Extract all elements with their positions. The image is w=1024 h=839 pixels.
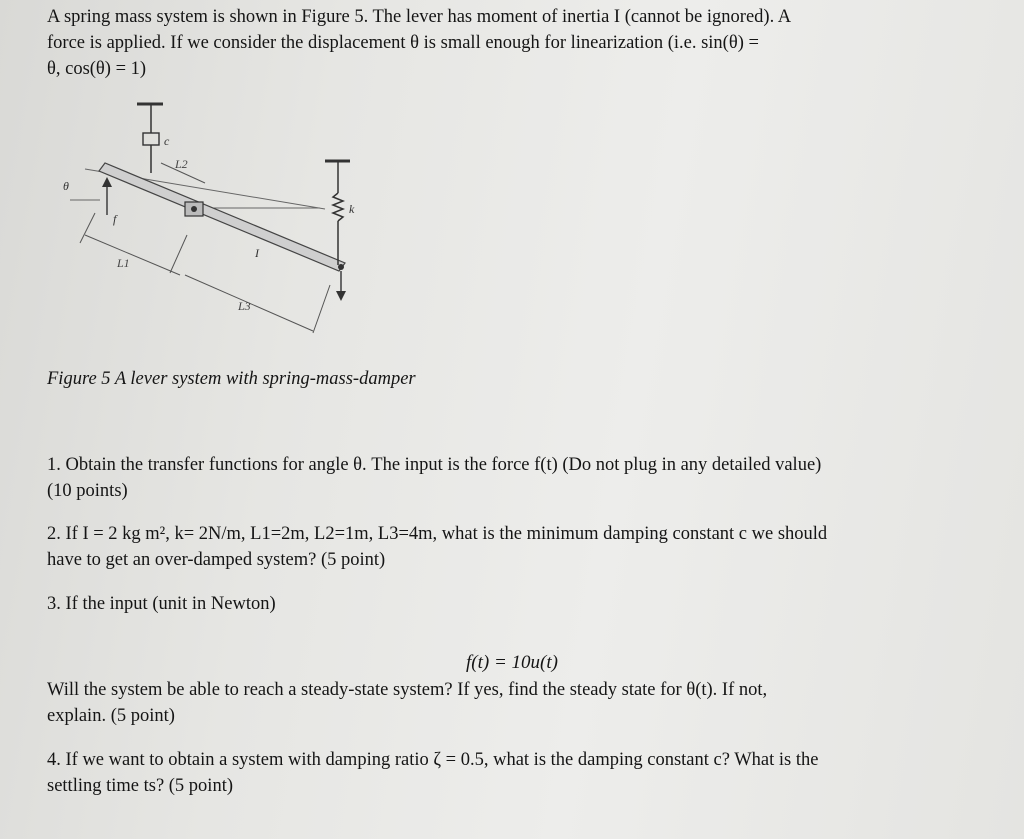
figure-caption: Figure 5 A lever system with spring-mass-damper (47, 369, 416, 389)
label-i: I (255, 246, 259, 260)
question-4-line-2: settling time ts? (5 point) (47, 776, 234, 796)
damper-body (143, 133, 159, 145)
label-l2: L2 (175, 157, 188, 171)
question-1-line-2: (10 points) (47, 481, 128, 501)
force-arrow-head (102, 177, 112, 187)
question-3-line-1: 3. If the input (unit in Newton) (47, 594, 276, 614)
l1-dimension-line (85, 235, 180, 275)
question-2-line-1: 2. If I = 2 kg m², k= 2N/m, L1=2m, L2=1m, L3=4m, what is the minimum damping constant c we should (47, 524, 828, 544)
question-2-line-2: have to get an over-damped system? (5 point) (47, 550, 386, 570)
label-c: c (164, 134, 170, 148)
intro-line-2: force is applied. If we consider the displacement θ is small enough for linearization (i.e. sin(θ) = (47, 33, 759, 53)
question-4-line-1: 4. If we want to obtain a system with damping ratio ζ = 0.5, what is the damping constant c? What is the (47, 750, 819, 770)
question-3-line-2: Will the system be able to reach a steady-state system? If yes, find the steady state for θ(t). If not, (47, 680, 768, 700)
output-arrow-head (336, 291, 346, 301)
label-theta: θ (63, 179, 69, 193)
l1-tick-right (170, 235, 187, 273)
question-3-equation: f(t) = 10u(t) (466, 652, 558, 673)
intro-line-3: θ, cos(θ) = 1) (47, 59, 147, 79)
lever-figure (55, 95, 375, 345)
label-l1: L1 (117, 256, 130, 270)
l3-tick-right (313, 285, 330, 333)
question-1-line-1: 1. Obtain the transfer functions for angle θ. The input is the force f(t) (Do not plug in any detailed value) (47, 455, 822, 475)
lever-bar (99, 163, 345, 271)
intro-line-1: A spring mass system is shown in Figure 5. The lever has moment of inertia I (cannot be ignored). A (47, 7, 792, 27)
pivot-pin (191, 206, 197, 212)
spring-attach-point (338, 264, 344, 270)
label-l3: L3 (238, 299, 251, 313)
label-k: k (349, 202, 355, 216)
label-f: f (113, 212, 117, 226)
spring-coil (333, 193, 343, 221)
question-3-line-3: explain. (5 point) (47, 706, 175, 726)
